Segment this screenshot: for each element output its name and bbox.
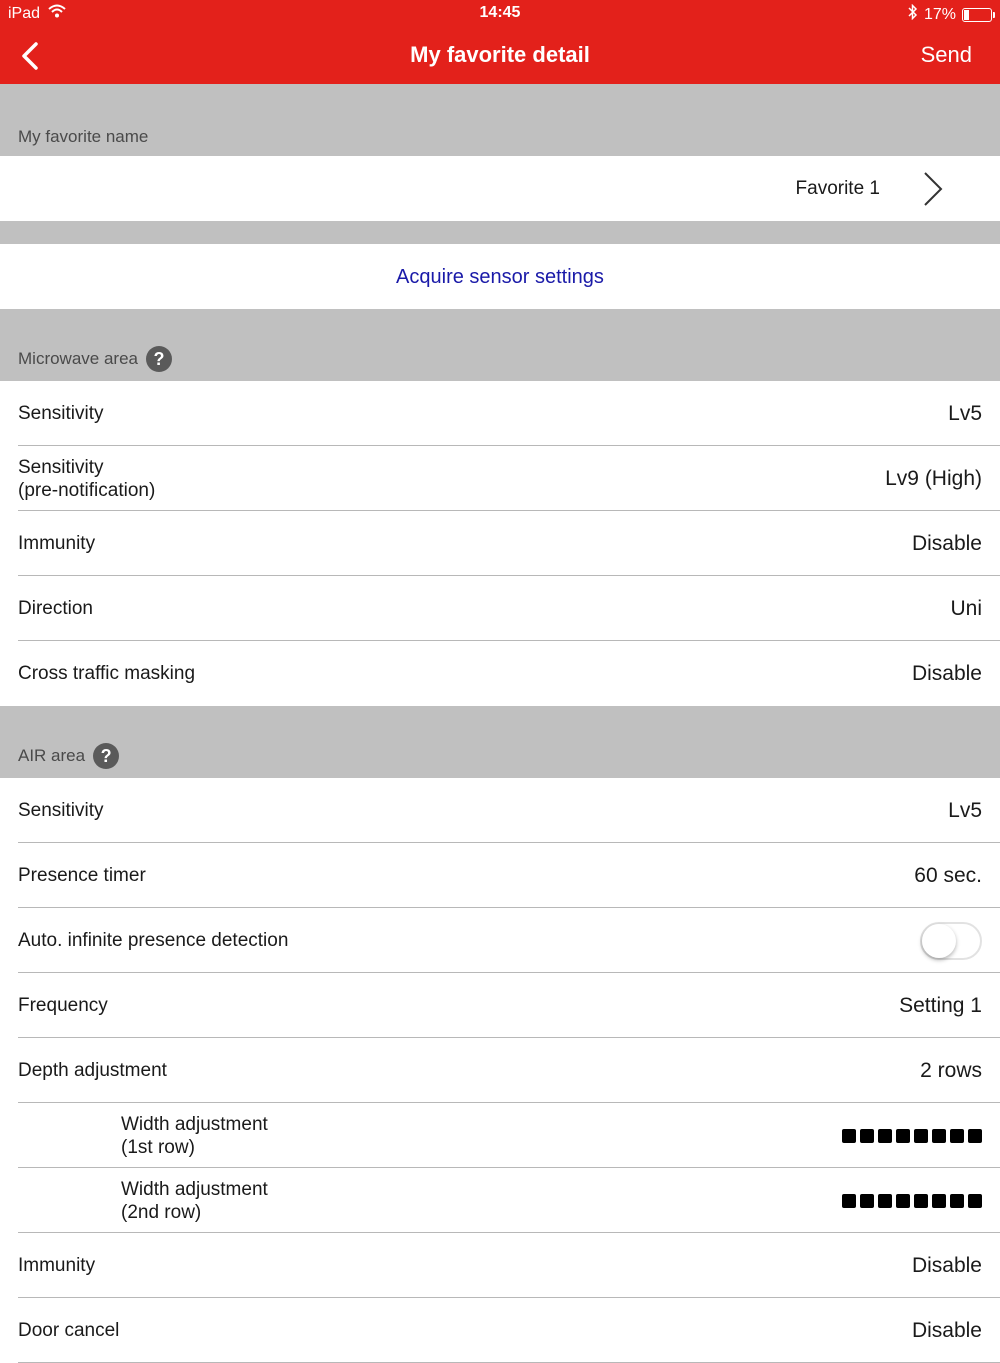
- row-value: Lv5: [948, 401, 982, 425]
- air-door-cancel-row[interactable]: [0, 1298, 1000, 1363]
- section-divider: [0, 221, 1000, 244]
- row-value: 60 sec.: [914, 863, 982, 887]
- level-block: [860, 1194, 874, 1208]
- level-block: [932, 1129, 946, 1143]
- row-label-secondary: (1st row): [121, 1136, 195, 1158]
- microwave-direction-row[interactable]: [0, 576, 1000, 641]
- level-block: [878, 1129, 892, 1143]
- air-immunity-row[interactable]: [0, 1233, 1000, 1298]
- level-block: [968, 1194, 982, 1208]
- row-value: Setting 1: [899, 993, 982, 1017]
- width-level-blocks: [842, 1194, 982, 1208]
- microwave-area-header-label: Microwave area: [18, 349, 138, 368]
- level-block: [950, 1194, 964, 1208]
- navigation-bar: [0, 28, 1000, 84]
- row-value: Disable: [911, 531, 982, 555]
- row-label: Immunity: [18, 533, 96, 554]
- level-block: [842, 1194, 856, 1208]
- level-block: [896, 1194, 910, 1208]
- help-icon[interactable]: ?: [146, 346, 172, 372]
- row-label: Cross traffic masking: [18, 663, 196, 684]
- battery-percent: 17%: [923, 5, 956, 23]
- microwave-area-header: [0, 309, 1000, 381]
- air-width-adjustment-1st-row[interactable]: [0, 1103, 1000, 1168]
- air-frequency-row[interactable]: [0, 973, 1000, 1038]
- level-block: [914, 1194, 928, 1208]
- row-label: Sensitivity: [18, 456, 104, 478]
- help-icon[interactable]: ?: [93, 743, 119, 769]
- settings-content: [0, 84, 1000, 1363]
- air-area-header: [0, 706, 1000, 778]
- row-label: Auto. infinite presence detection: [18, 930, 289, 951]
- row-label: Immunity: [18, 1255, 96, 1276]
- row-value: 2 rows: [920, 1058, 982, 1082]
- row-value: Disable: [911, 1253, 982, 1277]
- row-value: Lv5: [948, 798, 982, 822]
- status-bar: [0, 0, 1000, 28]
- row-value: Disable: [911, 1318, 982, 1342]
- auto-infinite-presence-toggle[interactable]: [920, 922, 982, 960]
- level-block: [896, 1129, 910, 1143]
- row-label: Width adjustment: [121, 1178, 268, 1200]
- air-sensitivity-row[interactable]: [0, 778, 1000, 843]
- status-right: [908, 4, 992, 25]
- level-block: [860, 1129, 874, 1143]
- air-area-header-label: AIR area: [18, 746, 86, 765]
- row-label: Frequency: [18, 995, 108, 1016]
- favorite-name-row[interactable]: [0, 156, 1000, 221]
- favorite-name-header-label: My favorite name: [18, 127, 149, 146]
- level-block: [914, 1129, 928, 1143]
- row-label: Width adjustment: [121, 1113, 268, 1135]
- chevron-right-icon: [922, 170, 944, 213]
- device-name: iPad: [8, 4, 41, 22]
- microwave-sensitivity-prenotification-row[interactable]: [0, 446, 1000, 511]
- air-width-adjustment-2nd-row[interactable]: [0, 1168, 1000, 1233]
- microwave-sensitivity-row[interactable]: [0, 381, 1000, 446]
- row-value: Uni: [950, 596, 982, 620]
- level-block: [842, 1129, 856, 1143]
- row-value: Disable: [911, 661, 982, 685]
- toggle-knob: [922, 924, 956, 958]
- air-auto-infinite-presence-row: [0, 908, 1000, 973]
- width-level-blocks: [842, 1129, 982, 1143]
- acquire-sensor-settings-button[interactable]: Acquire sensor settings: [396, 266, 604, 288]
- acquire-row: [0, 244, 1000, 309]
- row-label: Direction: [18, 598, 93, 619]
- bluetooth-icon: [908, 4, 918, 25]
- row-label-secondary: (pre-notification): [18, 479, 156, 501]
- row-label: Sensitivity: [18, 800, 104, 821]
- air-depth-adjustment-row[interactable]: [0, 1038, 1000, 1103]
- row-label-secondary: (2nd row): [121, 1201, 202, 1223]
- battery-icon: [962, 8, 992, 22]
- microwave-immunity-row[interactable]: [0, 511, 1000, 576]
- level-block: [950, 1129, 964, 1143]
- row-label: Sensitivity: [18, 403, 104, 424]
- row-label: Presence timer: [18, 865, 146, 886]
- level-block: [878, 1194, 892, 1208]
- status-time: 14:45: [479, 4, 521, 21]
- row-label: Depth adjustment: [18, 1060, 167, 1081]
- favorite-name-value: Favorite 1: [795, 178, 880, 199]
- row-label: Door cancel: [18, 1320, 120, 1341]
- microwave-cross-traffic-masking-row[interactable]: [0, 641, 1000, 706]
- page-title: My favorite detail: [410, 42, 590, 67]
- level-block: [968, 1129, 982, 1143]
- send-button[interactable]: Send: [920, 42, 972, 67]
- favorite-name-header: [0, 84, 1000, 156]
- battery-level: [964, 10, 969, 20]
- level-block: [932, 1194, 946, 1208]
- row-value: Lv9 (High): [885, 466, 982, 490]
- air-presence-timer-row[interactable]: [0, 843, 1000, 908]
